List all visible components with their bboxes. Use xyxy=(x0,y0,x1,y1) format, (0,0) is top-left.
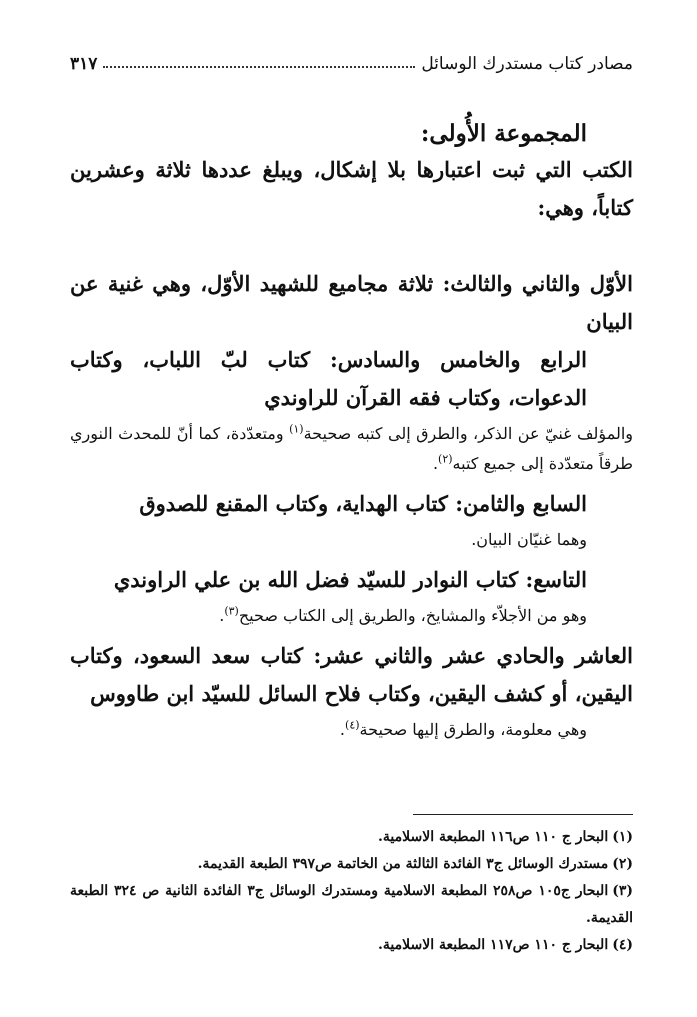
entry-title-2: الرابع والخامس والسادس: كتاب لبّ اللباب، وكتاب الدعوات، وكتاب فقه القرآن للراوندي xyxy=(70,347,587,410)
footnote-2 xyxy=(70,851,633,878)
entry-note-5-end: . xyxy=(339,720,346,739)
entry-note-4-text: وهو من الأجلاّء والمشايخ، والطريق إلى الكتاب صحيح xyxy=(238,606,587,625)
footnote-number: (٢) xyxy=(612,856,633,872)
page-body xyxy=(70,120,633,751)
entry-note-5 xyxy=(70,715,633,745)
footnote-3 xyxy=(70,878,633,932)
running-header xyxy=(70,44,633,74)
footnote-number: (٣) xyxy=(612,883,633,899)
footnote-text: مستدرك الوسائل ج٣ الفائدة الثالثة من الخاتمة ص٣٩٧ الطبعة القديمة. xyxy=(197,856,609,872)
footnotes xyxy=(70,824,633,959)
page-number: ٣١٧ xyxy=(70,54,98,74)
footnote-ref-1[interactable]: (١) xyxy=(289,422,304,436)
entry-note-4 xyxy=(70,601,633,631)
entry-note-2-end: . xyxy=(432,454,439,473)
entry-title-5: العاشر والحادي عشر والثاني عشر: كتاب سعد السعود، وكتاب اليقين، أو كشف اليقين، وكتاب فلاح السائل للسيّد ابن طاووس xyxy=(70,643,633,706)
footnote-1 xyxy=(70,824,633,851)
footnote-ref-3[interactable]: (٣) xyxy=(224,604,239,618)
footnote-text: البحار ج ١١٠ ص١١٧ المطبعة الاسلامية. xyxy=(378,937,609,953)
footnote-text: البحار ج١٠٥ ص٢٥٨ المطبعة الاسلامية ومستدرك الوسائل ج٣ الفائدة الثانية ص ٣٢٤ الطبعة القديمة. xyxy=(70,883,633,926)
entry-title-1: الأوّل والثاني والثالث: ثلاثة مجاميع للشهيد الأوّل، وهي غنية عن البيان xyxy=(70,271,633,334)
footnote-text: البحار ج ١١٠ ص١١٦ المطبعة الاسلامية. xyxy=(378,829,609,845)
intro-paragraph: الكتب التي ثبت اعتبارها بلا إشكال، ويبلغ عددها ثلاثة وعشرين كتاباً، وهي: xyxy=(70,157,633,220)
footnote-divider xyxy=(413,814,633,815)
footnote-ref-2[interactable]: (٢) xyxy=(438,452,453,466)
entry-note-3: وهما غنيّان البيان. xyxy=(471,530,587,549)
entry-title-4: التاسع: كتاب النوادر للسيّد فضل الله بن علي الراوندي xyxy=(113,567,587,592)
entry-note-2-part-a: والمؤلف غنيّ عن الذكر، والطرق إلى كتبه صحيحة xyxy=(303,424,633,443)
footnote-number: (٤) xyxy=(612,937,633,953)
header-title: مصادر كتاب مستدرك الوسائل xyxy=(421,54,633,74)
entry-note-5-text: وهي معلومة، والطرق إليها صحيحة xyxy=(359,720,587,739)
entry-title-3: السابع والثامن: كتاب الهداية، وكتاب المقنع للصدوق xyxy=(139,491,587,516)
footnote-4 xyxy=(70,932,633,959)
section-heading: المجموعة الأُولى: xyxy=(420,120,587,147)
entry-note-4-end: . xyxy=(219,606,225,625)
entry-note-2 xyxy=(70,419,633,479)
entry-note-2-part-b: ومتعدّدة، كما أنّ للمحدث النوري طرقاً متعدّدة إلى جميع كتبه xyxy=(70,424,633,473)
header-dot-leader xyxy=(103,66,415,68)
footnote-ref-4[interactable]: (٤) xyxy=(345,718,360,732)
spacer xyxy=(70,227,633,265)
footnote-number: (١) xyxy=(612,829,633,845)
